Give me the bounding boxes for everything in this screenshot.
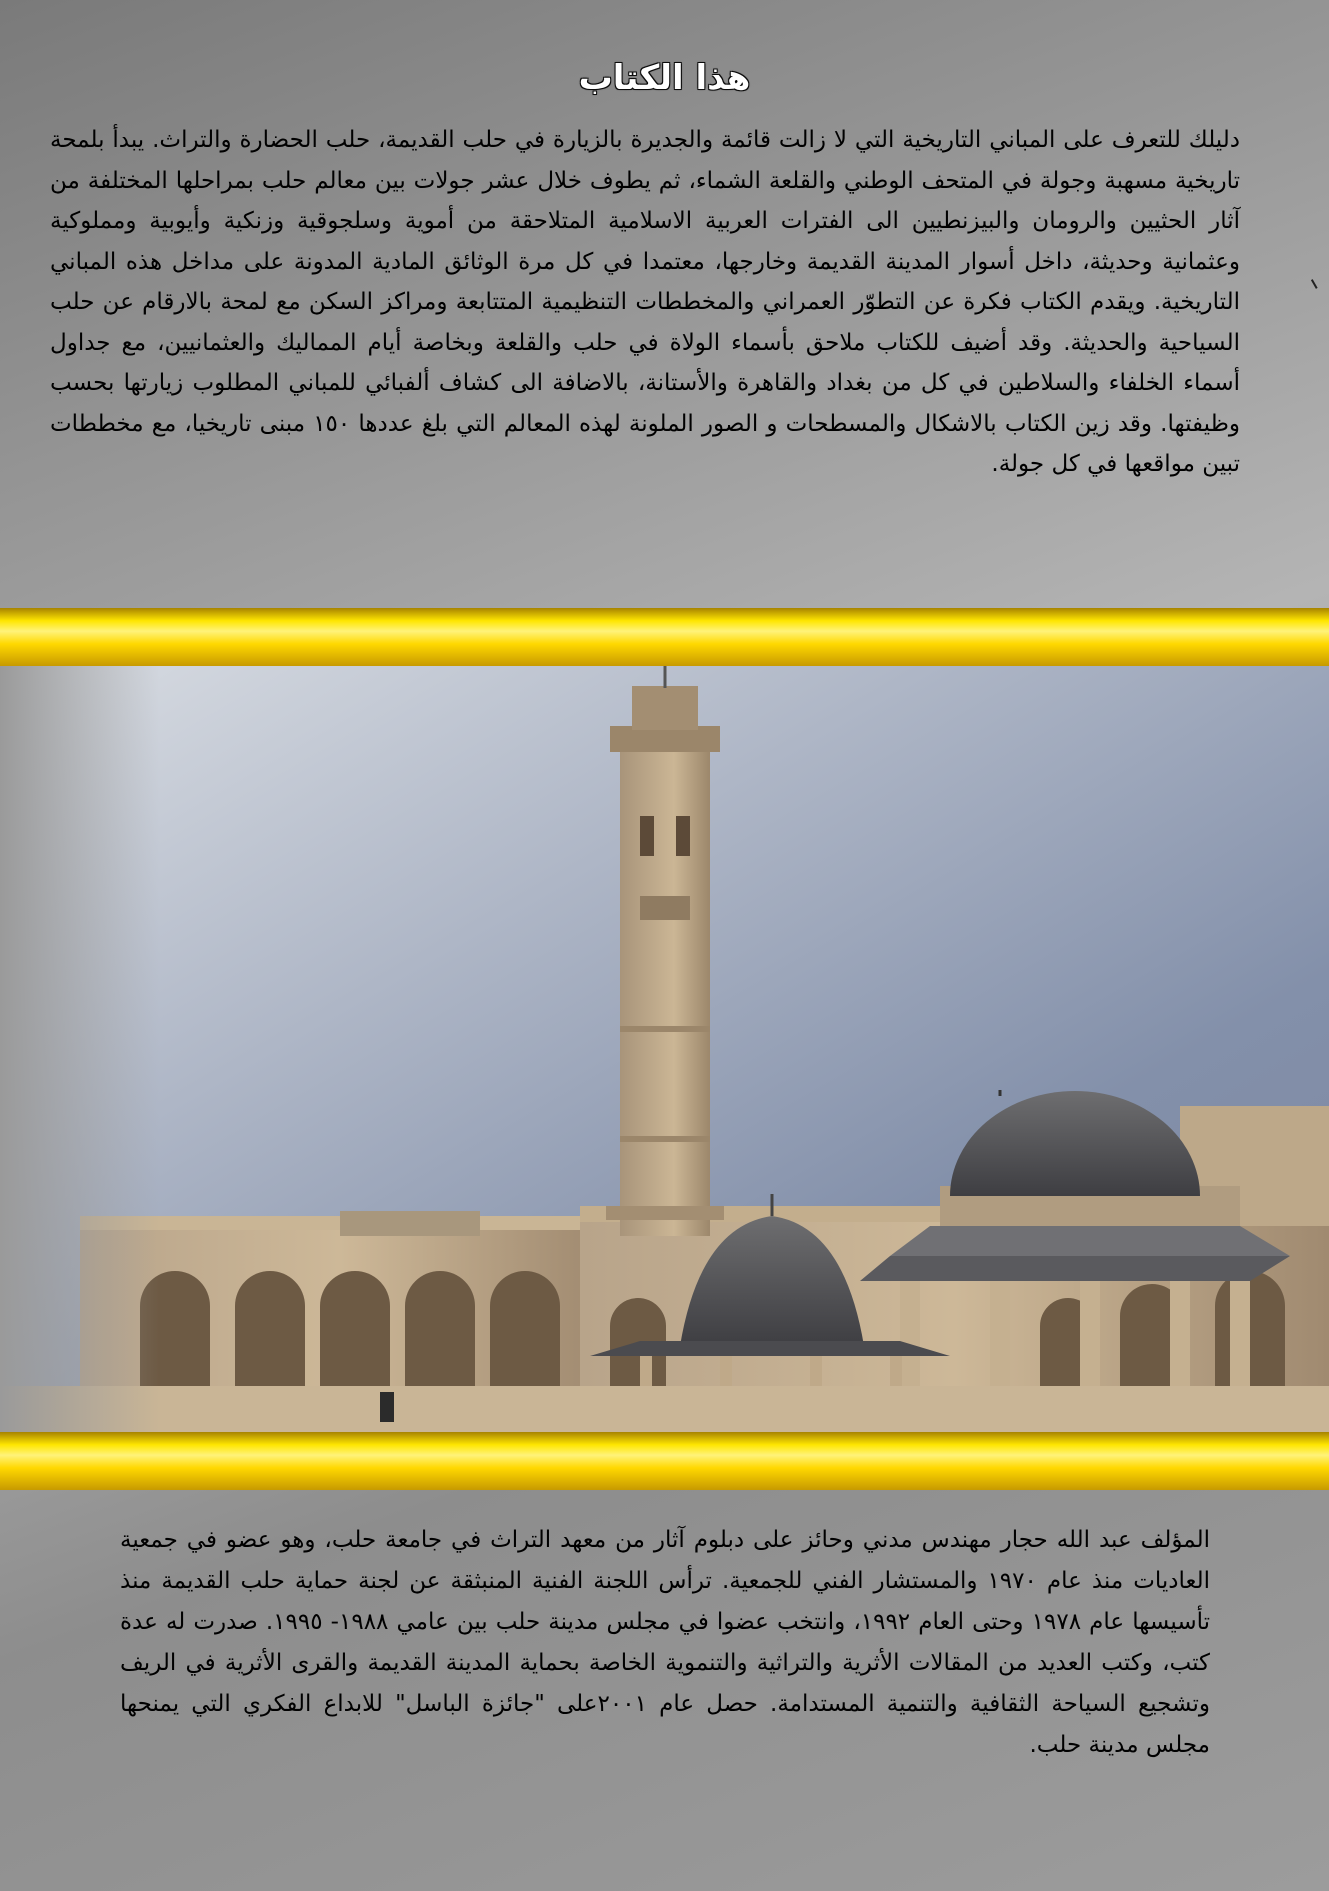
book-description: دليلك للتعرف على المباني التاريخية التي لا زالت قائمة والجديرة بالزيارة في حلب القديمة، حلب الحضارة والتراث. يبدأ بلمحة تاريخية مسهبة وجولة في المتحف الوطني والقلعة الشماء، ثم يطوف خلال عشر جولات بين معالم حلب بمراحلها المختلفة من آثار الحثيين والرومان والبيزنطيين الى الفترات العربية الاسلامية المتلاحقة من أموية وسلجوقية وزنكية وأيوبية ومملوكية وعثمانية وحديثة، داخل أسوار المدينة القديمة وخارجها، معتمدا في كل مرة الوثائق المادية المدونة على مداخل هذه المباني التاريخية. ويقدم الكتاب فكرة عن التطوّر العمراني والمخططات التنظيمية المتتابعة ومراكز السكن مع لمحة بالارقام عن حلب السياحية والحديثة. وقد أضيف للكتاب ملاحق بأسماء الولاة في حلب والقلعة وبخاصة أيام المماليك والعثمانيين، مع جداول أسماء الخلفاء والسلاطين في كل من بغداد والقاهرة والأستانة، بالاضافة الى كشاف ألفبائي للمباني المطلوب زيارتها بحسب وظيفتها. وقد زين الكتاب بالاشكال والمسطحات و الصور الملونة لهذه المعالم التي بلغ عددها ١٥٠ مبنى تاريخيا، مع مخططات تبين مواقعها في كل جولة. <box>50 127 1240 477</box>
yellow-stripe-bottom <box>0 1432 1329 1490</box>
author-bio: المؤلف عبد الله حجار مهندس مدني وحائز على دبلوم آثار من معهد التراث في جامعة حلب، وهو عضو في جمعية العاديات منذ عام ١٩٧٠ والمستشار الفني للجمعية. ترأس اللجنة الفنية المنبثقة عن لجنة حماية حلب القديمة منذ تأسيسها عام ١٩٧٨ وحتى العام ١٩٩٢، وانتخب عضوا في مجلس مدينة حلب بين عامي ١٩٨٨- ١٩٩٥. صدرت له عدة كتب، وكتب العديد من المقالات الأثرية والتراثية والتنموية الخاصة بحماية المدينة القديمة والقرى الأثرية في الريف وتشجيع السياحة الثقافية والتنمية المستدامة. حصل عام ٢٠٠١على "جائزة الباسل" للابداع الفكري التي يمنحها مجلس مدينة حلب. <box>120 1527 1210 1758</box>
margin-mark <box>1311 277 1321 289</box>
photo-edge-fade <box>0 666 1329 1432</box>
mosque-photo <box>0 666 1329 1432</box>
yellow-stripe-top <box>0 608 1329 666</box>
book-section-title: هذا الكتاب <box>578 58 751 98</box>
